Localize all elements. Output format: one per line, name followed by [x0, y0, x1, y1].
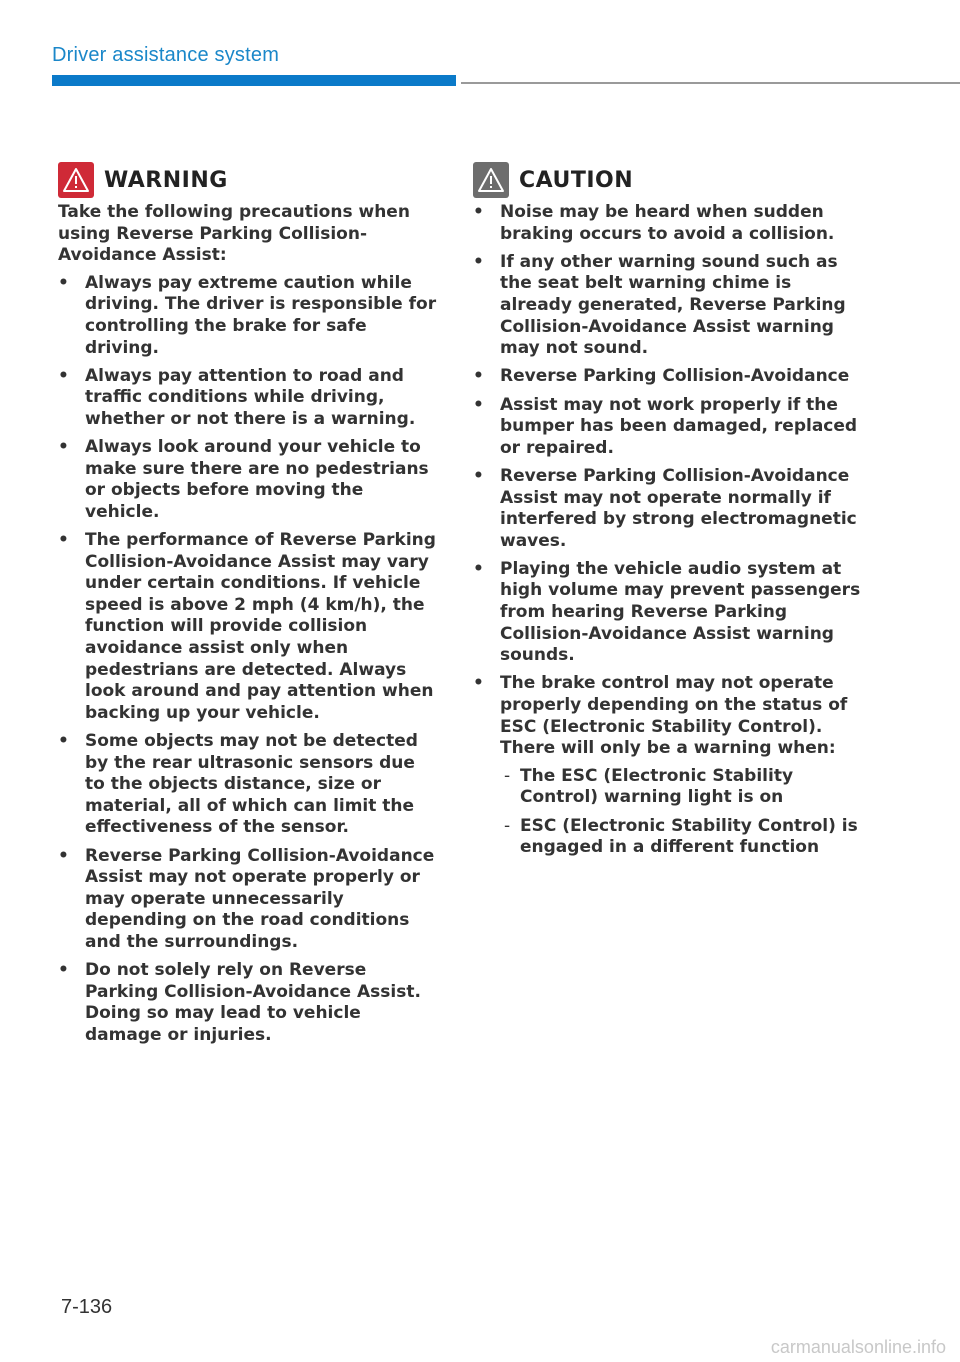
section-title: Driver assistance system — [52, 44, 280, 66]
warning-item: • Do not solely rely on Reverse Parking Collision-Avoidance Assist. Doing so may lead to vehicle damage or injuries. — [58, 960, 440, 1046]
caution-triangle-icon — [473, 162, 509, 198]
warning-heading — [58, 160, 440, 200]
caution-item: • Assist may not work properly if the bumper has been damaged, replaced or repaired. — [473, 395, 863, 460]
caution-heading — [473, 160, 863, 200]
watermark-text: carmanualsonline.info — [770, 1337, 946, 1357]
caution-title: CAUTION — [519, 167, 634, 193]
caution-item: • Noise may be heard when sudden braking occurs to avoid a collision. — [473, 202, 863, 245]
header-accent-bar — [52, 75, 456, 86]
warning-item: • Always look around your vehicle to make sure there are no pedestrians or objects before moving the vehicle. — [58, 437, 440, 523]
header-rule — [461, 82, 960, 84]
warning-list — [58, 273, 440, 1047]
caution-item: • Reverse Parking Collision-Avoidance Assist may not operate normally if interfered by strong electromagnetic waves. — [473, 466, 863, 552]
page-number: 7-136 — [61, 1296, 113, 1318]
warning-item: • Some objects may not be detected by the rear ultrasonic sensors due to the objects distance, size or material, all of which can limit the effectiveness of the sensor. — [58, 731, 440, 839]
warning-intro: Take the following precautions when using Reverse Parking Collision-Avoidance Assist: — [58, 202, 410, 266]
caution-item: • Playing the vehicle audio system at high volume may prevent passengers from hearing Reverse Parking Collision-Avoidance Assist warning sounds. — [473, 559, 863, 667]
caution-sub-list — [500, 766, 863, 859]
caution-box — [473, 160, 863, 865]
warning-box — [58, 160, 440, 1053]
warning-item: • Reverse Parking Collision-Avoidance Assist may not operate properly or may operate unnecessarily depending on the road conditions and the surroundings. — [58, 846, 440, 954]
caution-sub-item: - ESC (Electronic Stability Control) is engaged in a different function — [500, 816, 863, 859]
warning-triangle-icon — [58, 162, 94, 198]
caution-item: • If any other warning sound such as the seat belt warning chime is already generated, Reverse Parking Collision-Avoidance Assist warning may not sound. — [473, 252, 863, 360]
warning-item: • Always pay extreme caution while driving. The driver is responsible for controlling the brake for safe driving. — [58, 273, 440, 359]
caution-item-text: The brake control may not operate properly depending on the status of ESC (Electronic Stability Control). There will only be a warning when: — [500, 673, 848, 759]
caution-item: • Reverse Parking Collision-Avoidance — [473, 366, 863, 388]
warning-title: WARNING — [104, 167, 228, 193]
caution-list — [473, 202, 863, 859]
caution-sub-item: - The ESC (Electronic Stability Control) warning light is on — [500, 766, 863, 809]
warning-item: • Always pay attention to road and traffic conditions while driving, whether or not there is a warning. — [58, 366, 440, 431]
warning-item: • The performance of Reverse Parking Collision-Avoidance Assist may vary under certain conditions. If vehicle speed is above 2 mph (4 km/h), the function will provide collision avoidance assist only when pedestrians are detected. Always look around and pay attention when backing up your vehicle. — [58, 530, 440, 724]
caution-item — [473, 673, 863, 858]
